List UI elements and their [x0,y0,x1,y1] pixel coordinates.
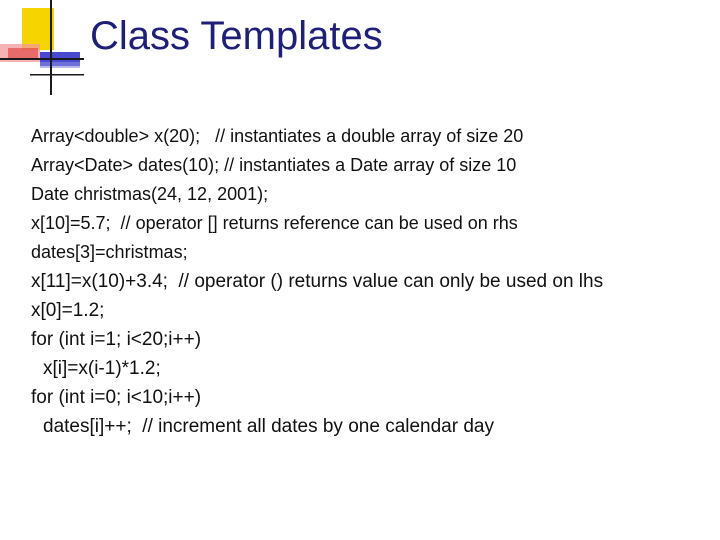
code-line: x[11]=x(10)+3.4; // operator () returns value can only be used on lhs [31,271,604,292]
code-line: x[i]=x(i-1)*1.2; [43,358,161,379]
slide-body [31,122,711,441]
code-line: for (int i=1; i<20;i++) [31,329,202,350]
code-line: Array<Date> dates(10); // instantiates a Date array of size 10 [31,155,517,175]
code-line: dates[3]=christmas; [31,242,188,262]
slide-title: Class Templates [90,14,383,58]
decorative-logo-icon [0,0,90,95]
code-line: x[10]=5.7; // operator [] returns reference can be used on rhs [31,213,518,233]
code-line: Date christmas(24, 12, 2001); [31,184,269,204]
code-line: Array<double> x(20); // instantiates a double array of size 20 [31,126,524,146]
code-line: x[0]=1.2; [31,300,105,321]
code-line: for (int i=0; i<10;i++) [31,387,202,408]
code-line: dates[i]++; // increment all dates by one calendar day [43,416,494,437]
